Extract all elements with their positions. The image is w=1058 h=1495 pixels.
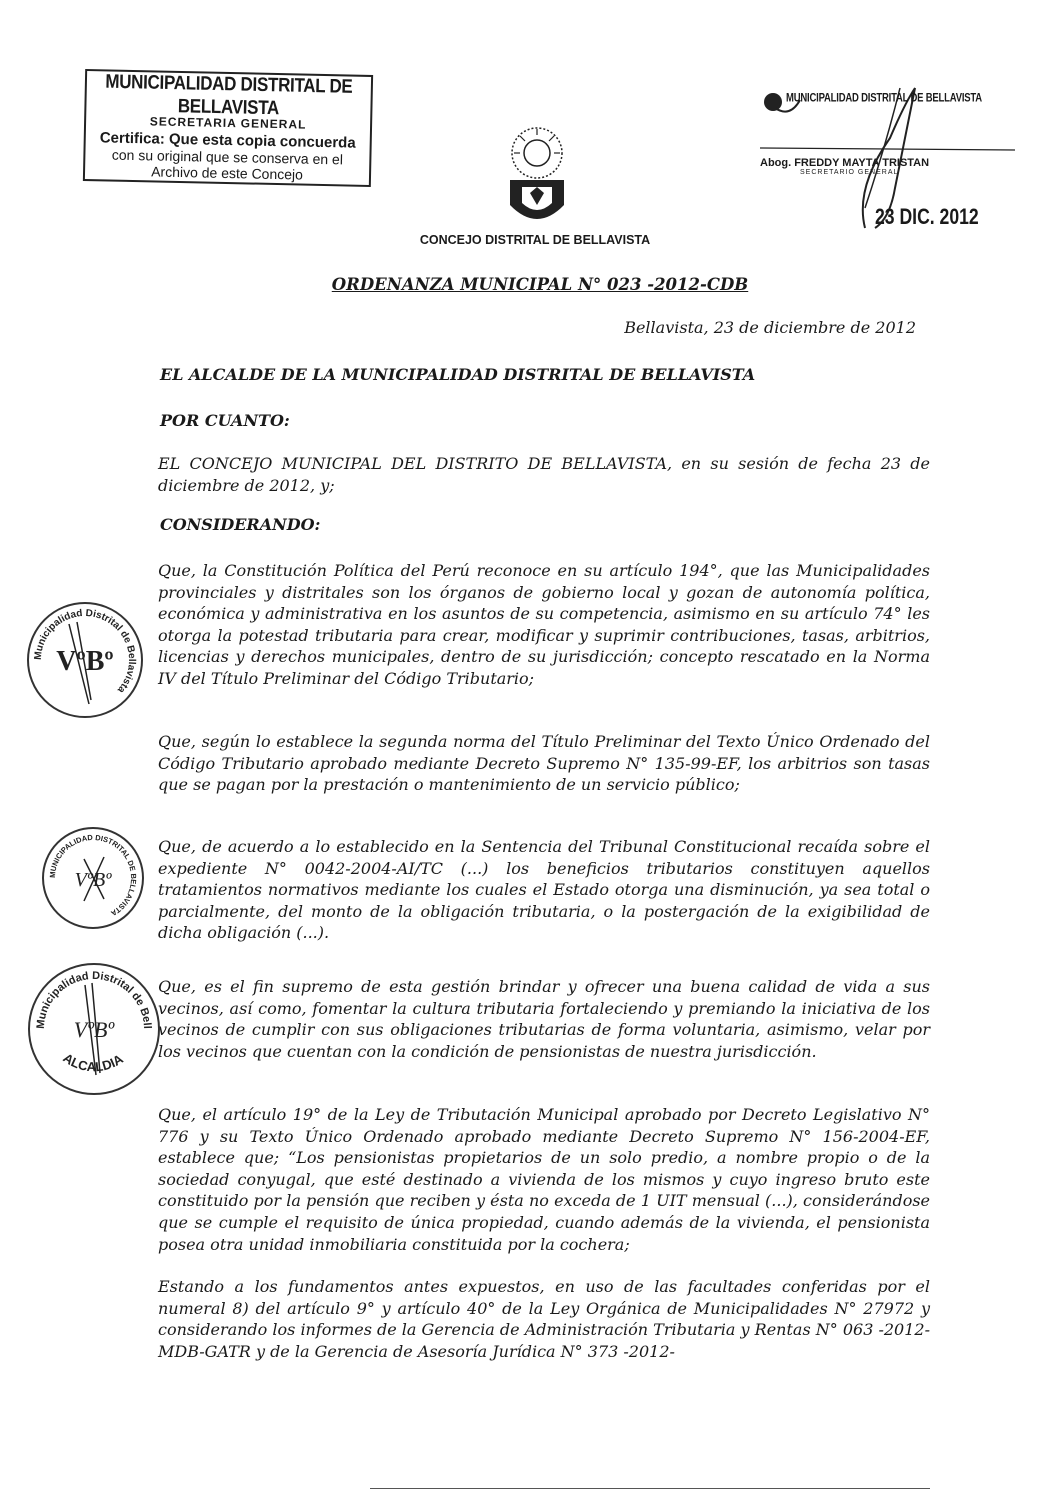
seal-1-ring-icon: [29, 604, 141, 716]
cert-stamp-line2: SECRETARIA GENERAL: [149, 114, 307, 132]
paragraph-3: Que, de acuerdo a lo establecido en la Sentencia del Tribunal Constitucional recaída sobre el expediente N° 0042-2004-AI/TC (...) los beneficios tributarios constituyen aquellos tratamientos normativos mediante los cuales el Estado otorga una disminución, ya sea total o parcialmente, del monto de la obligación tributaria, o la postergación de la exigibilidad de dicha obligación (...).: [158, 837, 930, 943]
seal-3-ring-text: Municipalidad Distrital de Bell: [34, 969, 154, 1030]
signature-stamp-role: SECRETARIO GENERAL: [800, 169, 899, 176]
considerando-heading: CONSIDERANDO:: [160, 515, 321, 534]
signature-stamp-date: 23 DIC. 2012: [875, 204, 979, 229]
seal-3-bottom-text: ALCALDIA: [60, 1050, 126, 1075]
paragraph-6: Estando a los fundamentos antes expuestos, en uso de las facultades conferidas por el numeral 8) del artículo 9° y artículo 40° de la Ley Orgánica de Municipalidades N° 27972 y considerando los informes de la Gerencia de Administración Tributaria y Rentas N° 063 -2012-MDB-GATR y de la Gerencia de Asesoría Jurídica N° 373 -2012-: [158, 1277, 930, 1361]
page-bottom-edge: [370, 1488, 930, 1489]
approval-seal-1: [27, 602, 143, 718]
por-cuanto-heading: POR CUANTO:: [160, 411, 290, 430]
cert-stamp-line1: MUNICIPALIDAD DISTRITAL DE BELLAVISTA: [105, 70, 353, 119]
cert-stamp-line4: con su original que se conserva en el: [111, 146, 344, 168]
approval-seal-2: [42, 827, 144, 929]
seal-1-center-text: VºBº: [56, 646, 114, 677]
paragraph-2: Que, según lo establece la segunda norma del Título Preliminar del Texto Único Ordenado del Código Tributario aprobado mediante Decreto Supremo N° 135-99-EF, los arbitrios son tasas que se pagan por la prestación o mantenimiento de un servicio público;: [158, 732, 930, 795]
seal-2-center-text: VºBº: [74, 869, 112, 891]
seal-2-ring-icon: [44, 829, 142, 927]
municipal-crest-icon: [500, 125, 575, 235]
paragraph-1: Que, la Constitución Política del Perú reconoce en su artículo 194°, que las Municipalidades provinciales y distritales son los órganos de gobierno local y gozan de autonomía política, económica y administrativa en los asuntos de su competencia, asimismo en su artículo 74° les otorga la potestad tributaria para crear, modificar y suprimir contribuciones, tasas, arbitrios, licencias y derechos municipales, dentro de su jurisdicción; concepto rescatado en la Norma IV del Título Preliminar del Código Tributario;: [158, 561, 930, 688]
seal-1-ring-text: Municipalidad Distrital de Bellavista: [32, 607, 138, 695]
council-heading: CONCEJO DISTRITAL DE BELLAVISTA: [419, 233, 651, 247]
cert-stamp-line3: Certifica: Que esta copia concuerda: [99, 129, 356, 152]
concejo-paragraph: EL CONCEJO MUNICIPAL DEL DISTRITO DE BELLAVISTA, en su sesión de fecha 23 de diciembre de 2012, y;: [158, 454, 930, 495]
seal-3-center-text: VºBº: [73, 1017, 115, 1042]
signature-stamp-name: Abog. FREDDY MAYTA TRISTAN: [760, 157, 930, 169]
paragraph-5: Que, el artículo 19° de la Ley de Tributación Municipal aprobado por Decreto Legislativo N° 776 y su Texto Único Ordenado aprobado mediante Decreto Supremo N° 156-2004-EF, establece que; “Los pensionistas propietarios de un solo predio, a nombre propio o de la sociedad conyugal, que esté destinado a vivienda de los mismos y cuyo ingreso bruto este constituido por la pensión que reciben y ésta no exceda de 1 UIT mensual (...), considerándose que se cumple el requisito de única propiedad, cuando además de la vivienda, el pensionista posea otra unidad inmobiliaria constituida por la cochera;: [158, 1105, 930, 1254]
signature-stamp-line1: MUNICIPALIDAD DISTRITAL DE BELLAVISTA: [786, 91, 982, 106]
paragraph-4: Que, es el fin supremo de esta gestión brindar y ofrecer una buena calidad de vida a sus vecinos, así como, fomentar la cultura tributaria fortaleciendo y premiando la iniciativa de los vecinos de cumplir con sus obligaciones tributarias de forma voluntaria, asimismo, velar por los vecinos que cuentan con la condición de pensionistas de nuestra jurisdicción.: [158, 977, 930, 1061]
cert-stamp-line5: Archivo de este Concejo: [151, 163, 304, 183]
certification-stamp: [83, 69, 373, 187]
seal-2-ring-text: MUNICIPALIDAD DISTRITAL DE BELLAVISTA: [47, 832, 139, 918]
document-dateline: Bellavista, 23 de diciembre de 2012: [624, 318, 916, 337]
alcalde-heading: EL ALCALDE DE LA MUNICIPALIDAD DISTRITAL DE BELLAVISTA: [160, 365, 756, 384]
alcaldia-seal: [28, 963, 160, 1095]
document-title: ORDENANZA MUNICIPAL N° 023 -2012-CDB: [331, 275, 749, 294]
seal-3-ring-icon: [30, 965, 158, 1093]
